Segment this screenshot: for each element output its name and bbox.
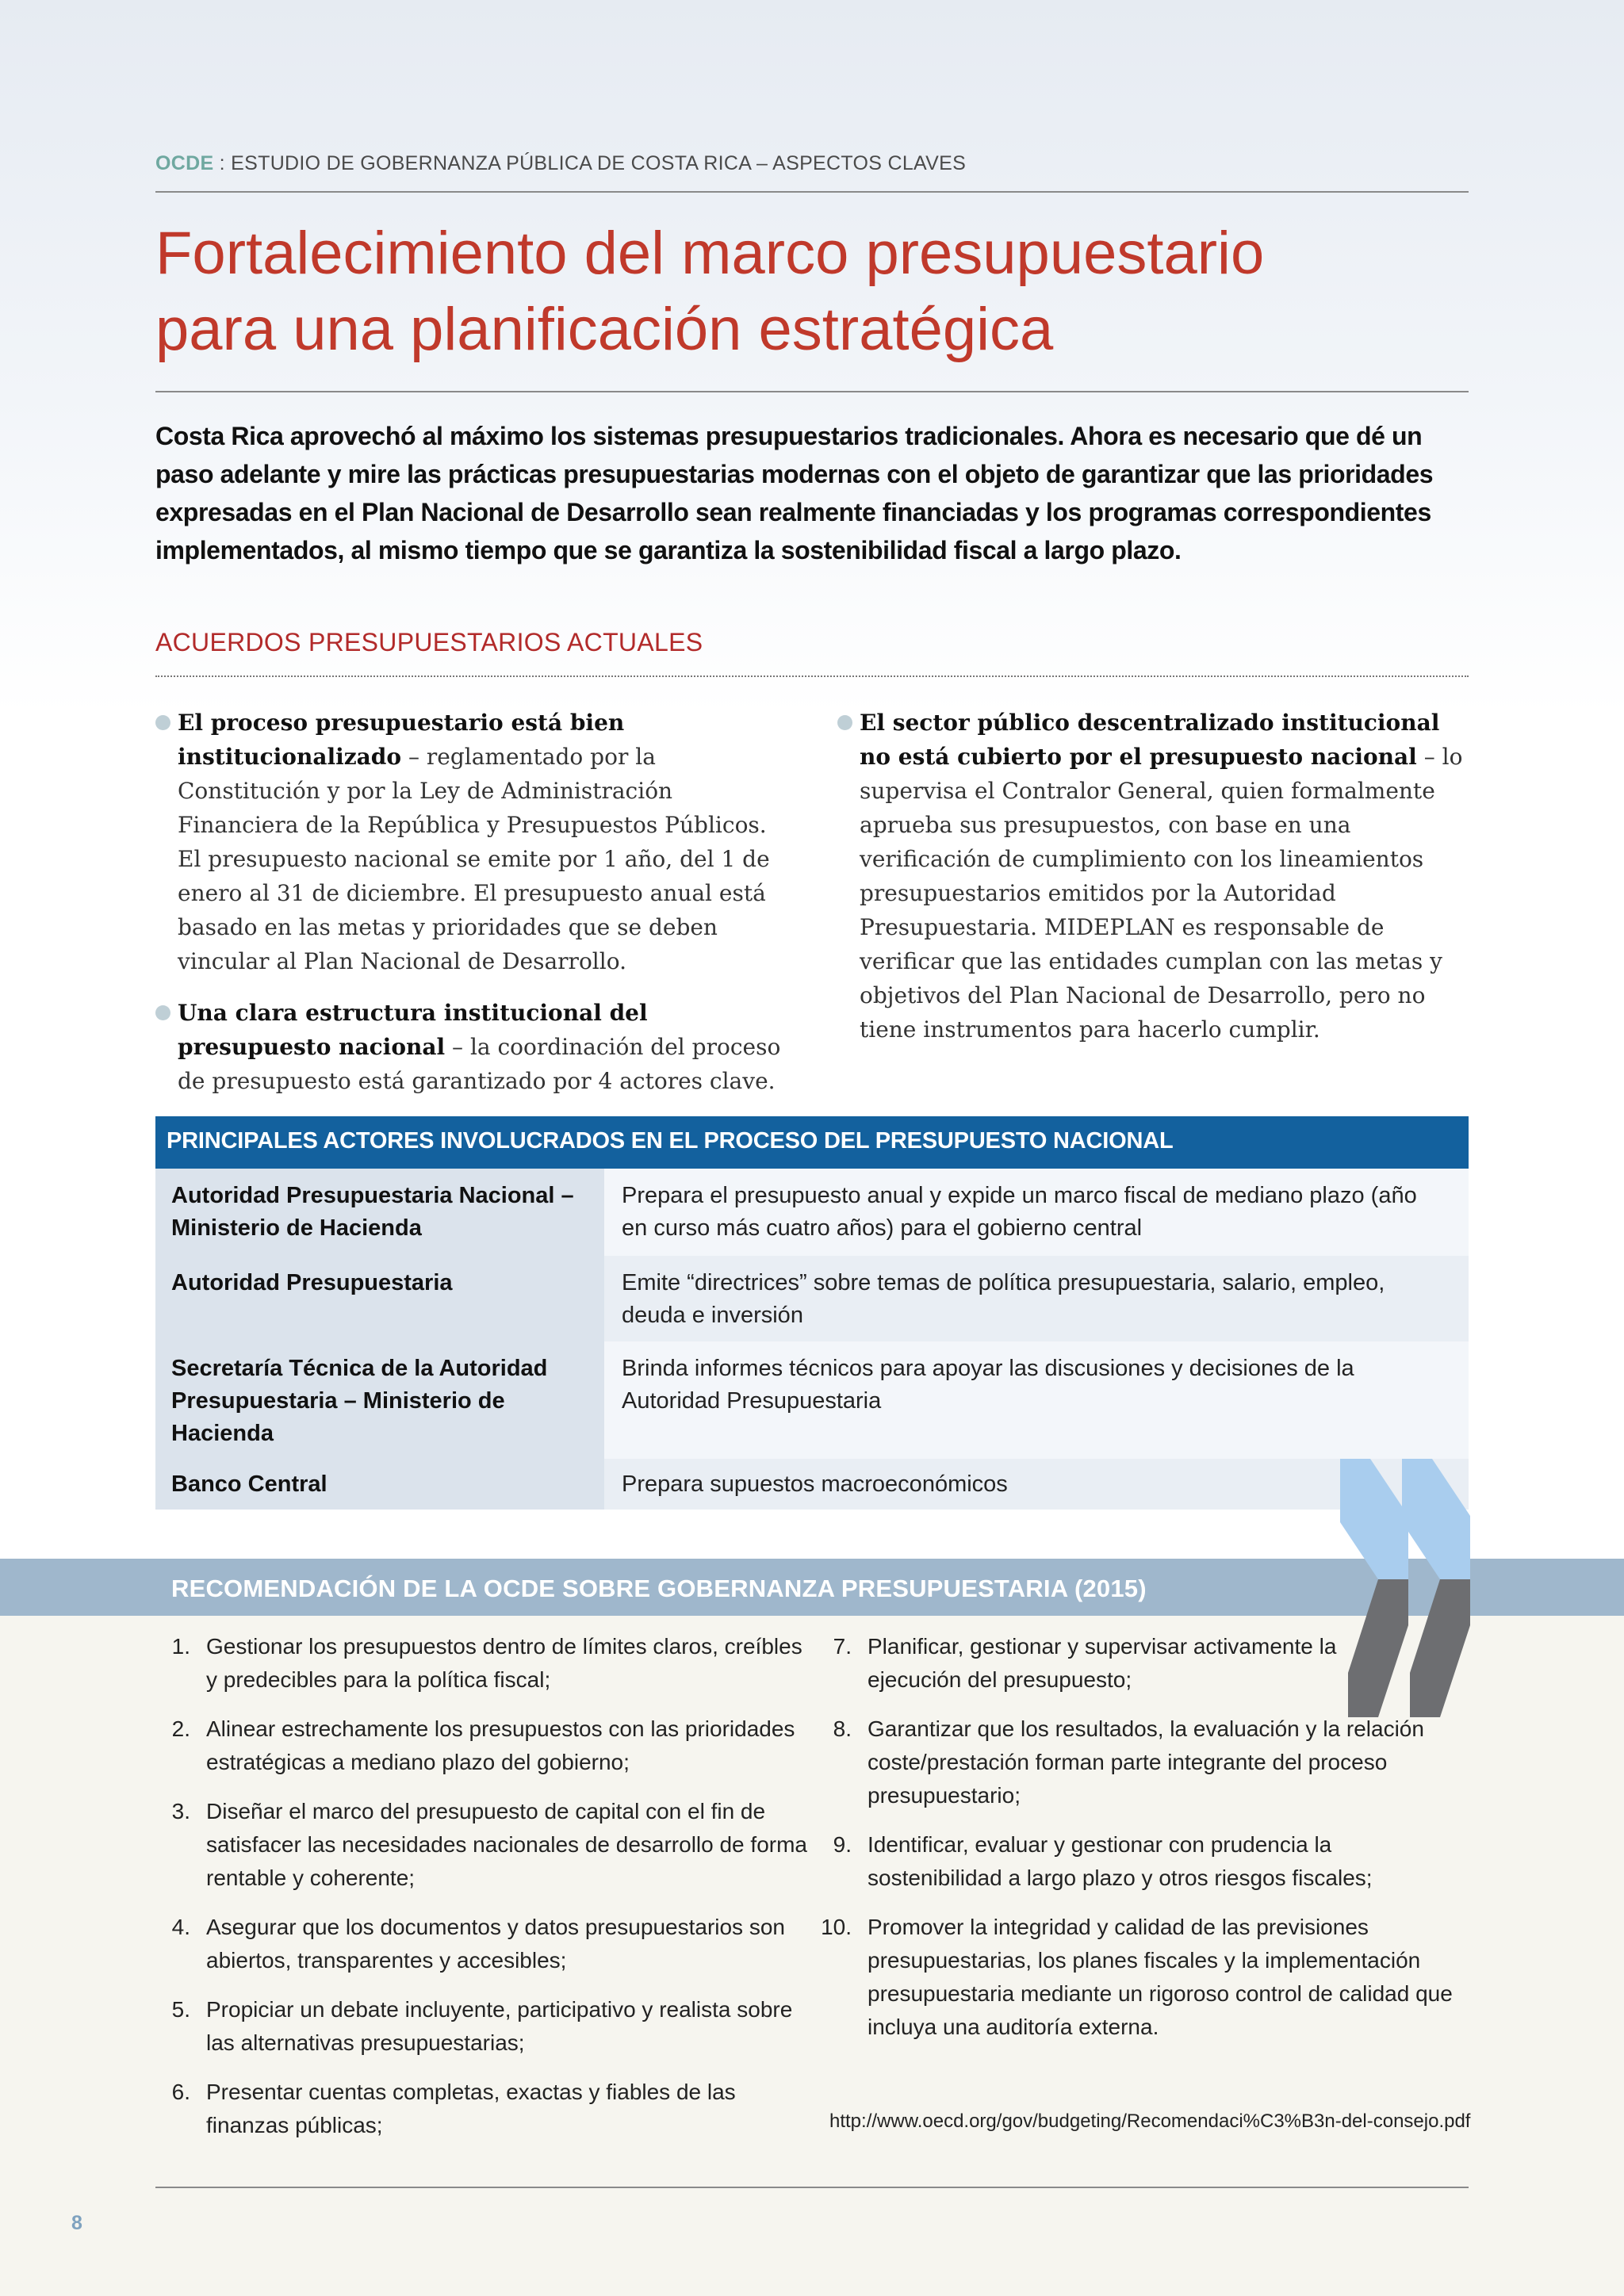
item-number: 10. [821, 1915, 852, 1939]
item-text: Planificar, gestionar y supervisar activamente la ejecución del presupuesto; [868, 1634, 1337, 1692]
title-rule [155, 391, 1469, 392]
item-number: 7. [833, 1634, 852, 1659]
bullet-text: – reglamentado por la Constitución y por la Ley de Administración Financiera de la República y Presupuestos Públicos. El presupuesto nacional se emite por 1 año, del 1 de enero al 31 de diciembre. El presupuesto anual está basado en las metas y prioridades que se deben vincular al Plan Nacional de Desarrollo. [178, 744, 770, 974]
actor-name: Secretaría Técnica de la Autoridad Presupuestaria – Ministerio de Hacienda [171, 1356, 548, 1446]
bullet-bold: Una clara estructura institucional del presupuesto nacional [178, 1000, 648, 1060]
actor-role: Prepara el presupuesto anual y expide un marco fiscal de mediano plazo (año en curso más cuatro años) para el gobierno central [622, 1183, 1417, 1241]
bullet-bold: El sector público descentralizado institucional no está cubierto por el presupuesto nacional [860, 710, 1440, 770]
item-text: Garantizar que los resultados, la evaluación y la relación coste/prestación forman parte integrante del proceso presupuestario; [868, 1716, 1424, 1808]
item-text: Presentar cuentas completas, exactas y fiables de las finanzas públicas; [206, 2080, 736, 2137]
item-number: 6. [171, 2080, 190, 2104]
page-number: 8 [71, 2212, 82, 2234]
actor-role: Brinda informes técnicos para apoyar las discusiones y decisiones de la Autoridad Presupuestaria [622, 1356, 1354, 1414]
section-heading-current: ACUERDOS PRESUPUESTARIOS ACTUALES [155, 628, 703, 656]
item-text: Propiciar un debate incluyente, participativo y realista sobre las alternativas presupuestarias; [206, 1997, 793, 2055]
bullet-dot-icon [155, 1005, 170, 1020]
running-header [155, 152, 966, 175]
footer-rule [155, 2187, 1469, 2188]
item-text: Promover la integridad y calidad de las previsiones presupuestarias, los planes fiscales y la implementación presupuestaria mediante un rigoroso control de calidad que incluya una auditoría externa. [868, 1915, 1453, 2039]
lead-paragraph: Costa Rica aprovechó al máximo los sistemas presupuestarios tradicionales. Ahora es necesario que dé un paso adelante y mire las prácticas presupuestarias modernas con el objeto de garantizar que las prioridades expresadas en el Plan Nacional de Desarrollo sean realmente financiadas y los programas correspondientes implementados, al mismo tiempo que se garantiza la sostenibilidad fiscal a largo plazo. [155, 422, 1434, 564]
item-number: 5. [171, 1997, 190, 2022]
item-text: Alinear estrechamente los presupuestos con las prioridades estratégicas a mediano plazo del gobierno; [206, 1716, 795, 1774]
running-title: : ESTUDIO DE GOBERNANZA PÚBLICA DE COSTA RICA – ASPECTOS CLAVES [213, 152, 967, 174]
actor-role: Prepara supuestos macroeconómicos [622, 1471, 1008, 1497]
bullet-dot-icon [155, 715, 170, 730]
bullet-item [155, 706, 790, 978]
bullet-item [837, 706, 1472, 1047]
source-link[interactable]: http://www.oecd.org/gov/budgeting/Recomendaci%C3%B3n-del-consejo.pdf [829, 2110, 1471, 2132]
item-number: 8. [833, 1716, 852, 1741]
item-text: Asegurar que los documentos y datos presupuestarios son abiertos, transparentes y accesibles; [206, 1915, 785, 1973]
bullet-bold: El proceso presupuestario está bien institucionalizado [178, 710, 625, 770]
item-number: 9. [833, 1832, 852, 1857]
actors-table-title-text: PRINCIPALES ACTORES INVOLUCRADOS EN EL PROCESO DEL PRESUPUESTO NACIONAL [167, 1128, 1174, 1154]
item-number: 3. [171, 1799, 190, 1823]
item-text: Diseñar el marco del presupuesto de capital con el fin de satisfacer las necesidades nacionales de desarrollo de forma rentable y coherente; [206, 1799, 807, 1890]
item-text: Identificar, evaluar y gestionar con prudencia la sostenibilidad a largo plazo y otros riesgos fiscales; [868, 1832, 1373, 1890]
table-row [155, 1169, 1469, 1256]
bullet-dot-icon [837, 715, 852, 730]
bullet-text: – lo supervisa el Contralor General, quien formalmente aprueba sus presupuestos, con base en una verificación de cumplimiento con los lineamientos presupuestarios emitidos por la Autoridad Presupuestaria. MIDEPLAN es responsable de verificar que las entidades cumplan con las metas y objetivos del Plan Nacional de Desarrollo, pero no tiene instrumentos para hacerlo cumplir. [860, 744, 1463, 1043]
item-number: 1. [171, 1634, 190, 1659]
table-row [155, 1341, 1469, 1459]
recommendation-title: RECOMENDACIÓN DE LA OCDE SOBRE GOBERNANZA PRESUPUESTARIA (2015) [171, 1575, 1147, 1602]
page-title-line1: Fortalecimiento del marco presupuestario [155, 220, 1265, 287]
bullets-left-column [155, 706, 790, 1115]
page-title [155, 216, 1469, 368]
section-divider [155, 675, 1469, 677]
actors-table-title [155, 1116, 1469, 1169]
table-row [155, 1459, 1469, 1510]
header-rule [155, 191, 1469, 193]
actor-role: Emite “directrices” sobre temas de política presupuestaria, salario, empleo, deuda e inversión [622, 1270, 1385, 1328]
item-text: Gestionar los presupuestos dentro de límites claros, creíbles y predecibles para la política fiscal; [206, 1634, 802, 1692]
bullet-text: – la coordinación del proceso de presupuesto está garantizado por 4 actores clave. [178, 1034, 781, 1094]
actor-name: Autoridad Presupuestaria Nacional – Ministerio de Hacienda [171, 1183, 574, 1241]
item-number: 4. [171, 1915, 190, 1939]
item-number: 2. [171, 1716, 190, 1741]
brand-label: OCDE [155, 152, 214, 174]
bullets-right-column [837, 706, 1472, 1064]
actor-name: Banco Central [171, 1471, 327, 1497]
bullet-item [155, 996, 790, 1098]
actor-name: Autoridad Presupuestaria [171, 1270, 453, 1295]
table-row [155, 1256, 1469, 1341]
page-title-line2: para una planificación estratégica [155, 296, 1054, 363]
